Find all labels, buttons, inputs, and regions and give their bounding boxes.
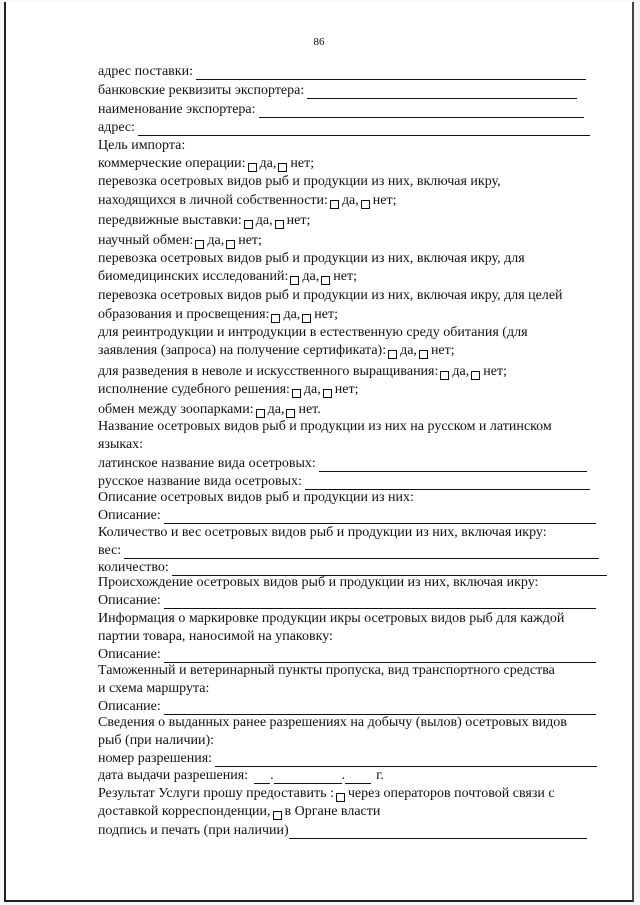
- marking-description-line: [98, 647, 596, 663]
- description-label: Описание:: [98, 593, 161, 608]
- previous-permits-heading: Сведения о выданных ранее разрешениях на добычу (вылов) осетровых видов: [98, 715, 567, 730]
- purpose-science-label: научный обмен:: [98, 233, 194, 248]
- checkbox-exhibitions-yes[interactable]: [244, 220, 253, 229]
- quantity-weight-heading: Количество и вес осетровых видов рыб и продукции из них, включая икру:: [98, 525, 547, 540]
- no-label: нет.: [298, 402, 321, 417]
- signature-field[interactable]: [289, 826, 587, 839]
- import-purpose-heading: Цель импорта:: [98, 138, 186, 153]
- species-names-heading: Название осетровых видов рыб и продукции из них на русском и латинском: [98, 419, 552, 434]
- document-page: [4, 2, 634, 902]
- result-delivery-line: [98, 786, 555, 802]
- checkbox-reintroduction-yes[interactable]: [388, 350, 397, 359]
- result-delivery-label: Результат Услуги прошу предоставить :: [98, 786, 334, 801]
- no-label: нет;: [483, 364, 507, 379]
- russian-name-line: [98, 474, 590, 490]
- marking-description-field[interactable]: [164, 650, 596, 663]
- weight-label: вес:: [98, 543, 122, 558]
- yes-label: да,: [283, 307, 301, 322]
- purpose-biomed: [98, 269, 357, 285]
- purpose-exhibitions: [98, 213, 310, 229]
- checkbox-court-no[interactable]: [323, 389, 332, 398]
- permit-number-line: [98, 751, 597, 767]
- yes-label: да,: [452, 364, 470, 379]
- permit-date-line: дата выдачи разрешения: . . г.: [98, 768, 384, 783]
- russian-name-label: русское название вида осетровых:: [98, 474, 302, 489]
- origin-heading: Происхождение осетровых видов рыб и продукции из них, включая икру:: [98, 575, 539, 590]
- yes-label: да,: [400, 343, 417, 358]
- route-description-line: [98, 699, 596, 715]
- no-label: нет;: [430, 343, 455, 358]
- checkbox-education-no[interactable]: [302, 314, 311, 323]
- signature-label: подпись и печать (при наличии): [98, 823, 289, 838]
- permit-date-month-field[interactable]: [274, 771, 342, 784]
- previous-permits-heading-cont: рыб (при наличии):: [98, 733, 215, 748]
- species-names-heading-cont: языках:: [98, 437, 144, 452]
- description-label: Описание:: [98, 699, 161, 714]
- purpose-science: [98, 233, 262, 249]
- checkbox-reintroduction-no[interactable]: [419, 350, 428, 359]
- description-label: Описание:: [98, 647, 161, 662]
- result-delivery-line-cont: [98, 804, 380, 820]
- purpose-education: [98, 307, 338, 323]
- quantity-label: количество:: [98, 560, 169, 575]
- checkbox-private-yes[interactable]: [330, 200, 339, 209]
- bank-details-field[interactable]: [307, 86, 577, 99]
- checkbox-breeding-yes[interactable]: [440, 371, 449, 380]
- delivery-address-field[interactable]: [196, 67, 586, 80]
- checkbox-commercial-yes[interactable]: [248, 163, 257, 172]
- bank-details-label: банковские реквизиты экспортера:: [98, 83, 305, 98]
- species-description-line: [98, 508, 596, 524]
- checkbox-biomed-yes[interactable]: [290, 276, 299, 285]
- checkbox-postal-delivery[interactable]: [336, 793, 345, 802]
- russian-name-field[interactable]: [305, 477, 590, 490]
- no-label: нет;: [286, 213, 311, 228]
- permit-number-label: номер разрешения:: [98, 751, 213, 766]
- quantity-line: [98, 560, 607, 576]
- exporter-name-field[interactable]: [259, 105, 584, 118]
- purpose-education-text: перевозка осетровых видов рыб и продукции из них, включая икру, для целей: [98, 288, 563, 303]
- exporter-name-line: [98, 102, 584, 118]
- purpose-education-label: образования и просвещения:: [98, 307, 270, 322]
- purpose-private-label: находящихся в личной собственности:: [98, 193, 328, 208]
- checkpoints-heading-cont: и схема маршрута:: [98, 681, 210, 696]
- exporter-address-label: адрес:: [98, 120, 136, 135]
- origin-description-field[interactable]: [164, 596, 596, 609]
- purpose-commercial-label: коммерческие операции:: [98, 156, 246, 171]
- checkbox-court-yes[interactable]: [292, 389, 301, 398]
- purpose-biomed-text: перевозка осетровых видов рыб и продукции из них, включая икру, для: [98, 251, 525, 266]
- description-label: Описание:: [98, 508, 161, 523]
- purpose-reintroduction-label: заявления (запроса) на получение сертификата):: [98, 343, 387, 358]
- delivery-address-label: адрес поставки:: [98, 64, 193, 79]
- permit-date-label: дата выдачи разрешения:: [98, 768, 249, 783]
- marking-heading-cont: партии товара, наносимой на упаковку:: [98, 629, 333, 644]
- purpose-private-transport: [98, 193, 397, 209]
- purpose-exhibitions-label: передвижные выставки:: [98, 213, 242, 228]
- permit-number-field[interactable]: [215, 754, 597, 767]
- bank-details-line: [98, 83, 577, 99]
- purpose-private-transport-text: перевозка осетровых видов рыб и продукции из них, включая икру,: [98, 174, 501, 189]
- checkbox-science-no[interactable]: [226, 240, 235, 249]
- no-label: нет;: [290, 156, 315, 171]
- permit-date-year-field[interactable]: [345, 771, 371, 784]
- purpose-zoo: [98, 402, 321, 418]
- purpose-reintroduction: [98, 343, 455, 359]
- purpose-commercial: [98, 156, 314, 172]
- yes-label: да,: [303, 382, 321, 397]
- checkbox-commercial-no[interactable]: [278, 163, 287, 172]
- no-label: нет;: [333, 269, 357, 284]
- in-authority-label: в Органе власти: [284, 804, 381, 819]
- no-label: нет;: [334, 382, 359, 397]
- latin-name-label: латинское название вида осетровых:: [98, 456, 316, 471]
- latin-name-field[interactable]: [319, 459, 587, 472]
- yes-label: да,: [207, 233, 225, 248]
- yes-label: да,: [259, 156, 277, 171]
- exporter-address-line: [98, 120, 590, 136]
- weight-field[interactable]: [124, 546, 599, 559]
- checkbox-exhibitions-no[interactable]: [275, 220, 284, 229]
- purpose-breeding: [98, 364, 507, 380]
- signature-line: [98, 823, 587, 839]
- exporter-name-label: наименование экспортера:: [98, 102, 256, 117]
- route-description-field[interactable]: [164, 702, 596, 715]
- checkbox-in-authority[interactable]: [273, 811, 282, 820]
- species-description-field[interactable]: [164, 511, 596, 524]
- delivery-address-line: [98, 64, 586, 80]
- checkbox-biomed-no[interactable]: [321, 276, 330, 285]
- page-number: 86: [313, 36, 325, 48]
- checkbox-private-no[interactable]: [361, 200, 370, 209]
- checkbox-zoo-no[interactable]: [286, 409, 295, 418]
- checkbox-breeding-no[interactable]: [471, 371, 480, 380]
- checkbox-science-yes[interactable]: [195, 240, 204, 249]
- purpose-zoo-label: обмен между зоопарками:: [98, 402, 254, 417]
- latin-name-line: [98, 456, 587, 472]
- no-label: нет;: [372, 193, 397, 208]
- postal-delivery-label: через операторов почтовой связи с: [347, 786, 555, 801]
- no-label: нет;: [314, 307, 339, 322]
- correspondence-label: доставкой корреспонденции,: [98, 804, 271, 819]
- species-description-heading: Описание осетровых видов рыб и продукции из них:: [98, 490, 414, 505]
- year-suffix: г.: [376, 768, 384, 783]
- purpose-breeding-label: для разведения в неволе и искусственного выращивания:: [98, 364, 439, 379]
- permit-date-day-field[interactable]: [254, 771, 270, 784]
- checkbox-education-yes[interactable]: [271, 314, 280, 323]
- yes-label: да,: [341, 193, 359, 208]
- purpose-reintroduction-text: для реинтродукции и интродукции в естественную среду обитания (для: [98, 325, 528, 340]
- yes-label: да,: [255, 213, 273, 228]
- purpose-court: [98, 382, 358, 398]
- purpose-court-label: исполнение судебного решения:: [98, 382, 290, 397]
- yes-label: да,: [302, 269, 320, 284]
- yes-label: да,: [267, 402, 285, 417]
- exporter-address-field[interactable]: [138, 123, 590, 136]
- checkpoints-heading: Таможенный и ветеринарный пункты пропуска, вид транспортного средства: [98, 663, 555, 678]
- checkbox-zoo-yes[interactable]: [256, 409, 265, 418]
- weight-line: [98, 543, 599, 559]
- purpose-biomed-label: биомедицинских исследований:: [98, 269, 289, 284]
- marking-heading: Информация о маркировке продукции икры осетровых видов рыб для каждой: [98, 611, 565, 626]
- no-label: нет;: [238, 233, 262, 248]
- origin-description-line: [98, 593, 596, 609]
